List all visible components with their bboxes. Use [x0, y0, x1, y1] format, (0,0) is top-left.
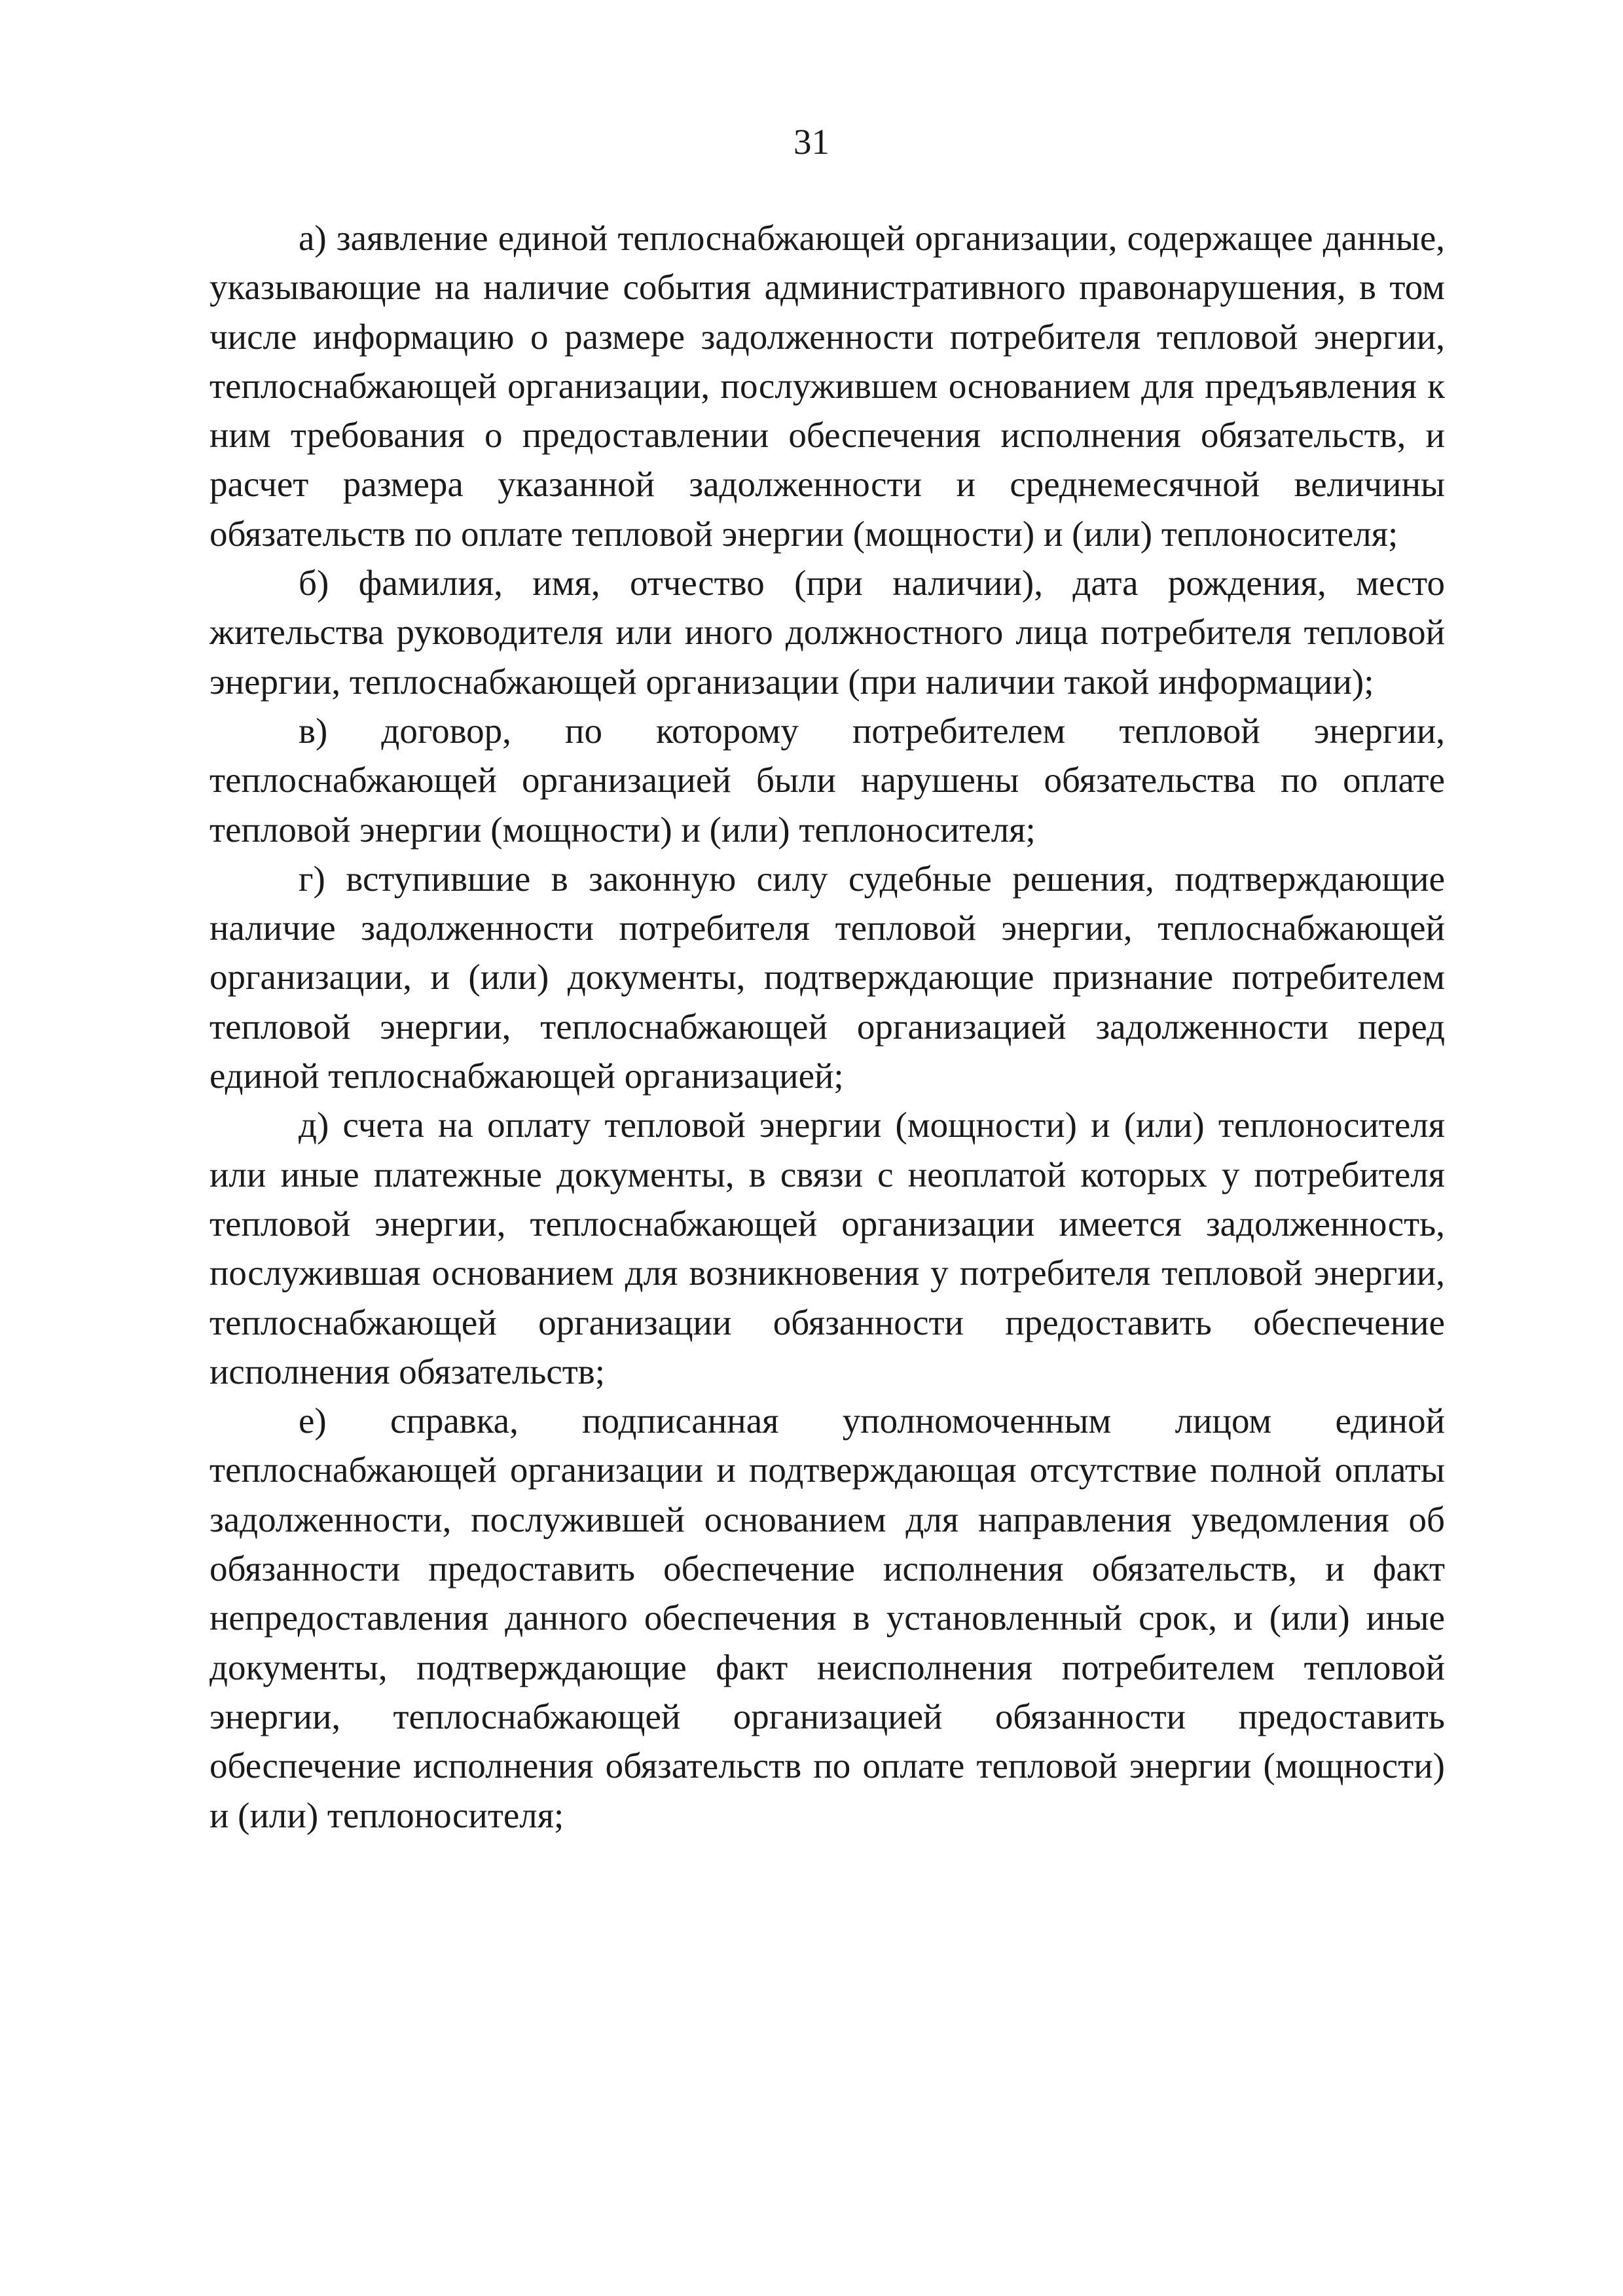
page-number: 31: [793, 122, 830, 162]
paragraph-b: б) фамилия, имя, отчество (при наличии), дата рождения, место жительства руководителя или иного должностного лица потребителя тепловой энергии, теплоснабжающей организации (при наличии такой информации);: [210, 563, 1445, 702]
paragraph-v: в) договор, по которому потребителем тепловой энергии, теплоснабжающей организацией были нарушены обязательства по оплате тепловой энергии (мощности) и (или) теплоносителя;: [210, 710, 1445, 850]
paragraph-e: е) справка, подписанная уполномоченным лицом единой теплоснабжающей организации и подтверждающая отсутствие полной оплаты задолженности, послужившей основанием для направления уведомления об обязанности предоставить обеспечение исполнения обязательств, и факт непредоставления данного обеспечения в установленный срок, и (или) иные документы, подтверждающие факт неисполнения потребителем тепловой энергии, теплоснабжающей организацией обязанности предоставить обеспечение исполнения обязательств по оплате тепловой энергии (мощности) и (или) теплоносителя;: [210, 1401, 1445, 1835]
paragraph-d: д) счета на оплату тепловой энергии (мощности) и (или) теплоносителя или иные платежные документы, в связи с неоплатой которых у потребителя тепловой энергии, теплоснабжающей организации имеется задолженность, послужившая основанием для возникновения у потребителя тепловой энергии, теплоснабжающей организации обязанности предоставить обеспечение исполнения обязательств;: [210, 1105, 1445, 1391]
document-body: [210, 213, 1445, 1840]
paragraph-g: г) вступившие в законную силу судебные решения, подтверждающие наличие задолженности потребителя тепловой энергии, теплоснабжающей организации, и (или) документы, подтверждающие признание потребителем тепловой энергии, теплоснабжающей организацией задолженности перед единой теплоснабжающей организацией;: [210, 858, 1445, 1096]
paragraph-a: а) заявление единой теплоснабжающей организации, содержащее данные, указывающие на наличие события административного правонарушения, в том числе информацию о размере задолженности потребителя тепловой энергии, теплоснабжающей организации, послужившем основанием для предъявления к ним требования о предоставлении обеспечения исполнения обязательств, и расчет размера указанной задолженности и среднемесячной величины обязательств по оплате тепловой энергии (мощности) и (или) теплоносителя;: [210, 218, 1445, 554]
